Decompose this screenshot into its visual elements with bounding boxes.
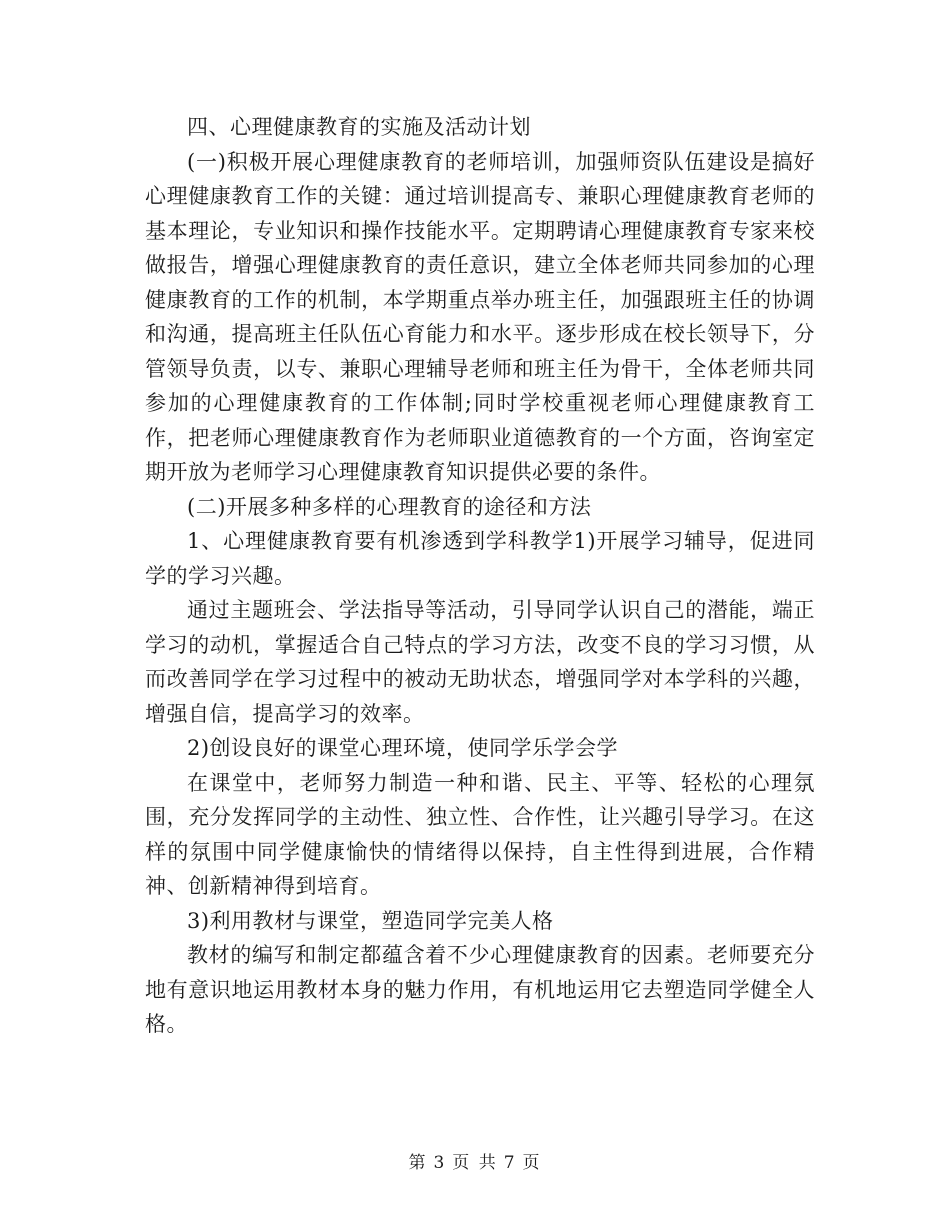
paragraph-subject-teaching: 1、心理健康教育要有机渗透到学科教学1)开展学习辅导，促进同学的学习兴趣。 bbox=[145, 529, 815, 588]
paragraph-teacher-training: (一)积极开展心理健康教育的老师培训，加强师资队伍建设是搞好心理健康教育工作的关键：通过培训提高专、兼职心理健康教育老师的基本理论，专业知识和操作技能水平。定期聘请心理健康教育专家来校做报告，增强心理健康教育的责任意识，建立全体老师共同参加的心理健康教育的工作的机制，本学期重点举办班主任，加强跟班主任的协调和沟通，提高班主任队伍心育能力和水平。逐步形成在校长领导下，分管领导负责，以专、兼职心理辅导老师和班主任为骨干，全体老师共同参加的心理健康教育的工作体制;同时学校重视老师心理健康教育工作，把老师心理健康教育作为老师职业道德教育的一个方面，咨询室定期开放为老师学习心理健康教育知识提供必要的条件。 bbox=[145, 149, 815, 484]
paragraph-class-meetings: 通过主题班会、学法指导等活动，引导同学认识自己的潜能，端正学习的动机，掌握适合自己特点的学习方法，改变不良的学习习惯，从而改善同学在学习过程中的被动无助状态，增强同学对本学科的兴趣，增强自信，提高学习的效率。 bbox=[145, 598, 815, 726]
total-pages-number: 7 bbox=[503, 1153, 517, 1173]
paragraph-textbook-personality: 教材的编写和制定都蕴含着不少心理健康教育的因素。老师要充分地有意识地运用教材本身的魅力作用，有机地运用它去塑造同学健全人格。 bbox=[145, 943, 815, 1036]
paragraph-classroom-atmosphere: 在课堂中，老师努力制造一种和谐、民主、平等、轻松的心理氛围，充分发挥同学的主动性、独立性、合作性，让兴趣引导学习。在这样的氛围中同学健康愉快的情绪得以保持，自主性得到进展，合作精神、创新精神得到培育。 bbox=[145, 770, 815, 898]
subheading-textbooks: 3)利用教材与课堂，塑造同学完美人格 bbox=[187, 908, 554, 933]
current-page-number: 3 bbox=[433, 1153, 447, 1173]
footer-prefix: 第 bbox=[408, 1153, 428, 1173]
document-body bbox=[145, 110, 815, 1042]
subheading-methods: (二)开展多种多样的心理教育的途径和方法 bbox=[187, 494, 592, 519]
footer-suffix: 页 bbox=[522, 1153, 542, 1173]
subheading-classroom-environment: 2)创设良好的课堂心理环境，使同学乐学会学 bbox=[187, 736, 619, 760]
footer-middle: 页 共 bbox=[452, 1153, 498, 1173]
section-heading: 四、心理健康教育的实施及活动计划 bbox=[187, 115, 531, 139]
page-footer bbox=[0, 1148, 950, 1173]
